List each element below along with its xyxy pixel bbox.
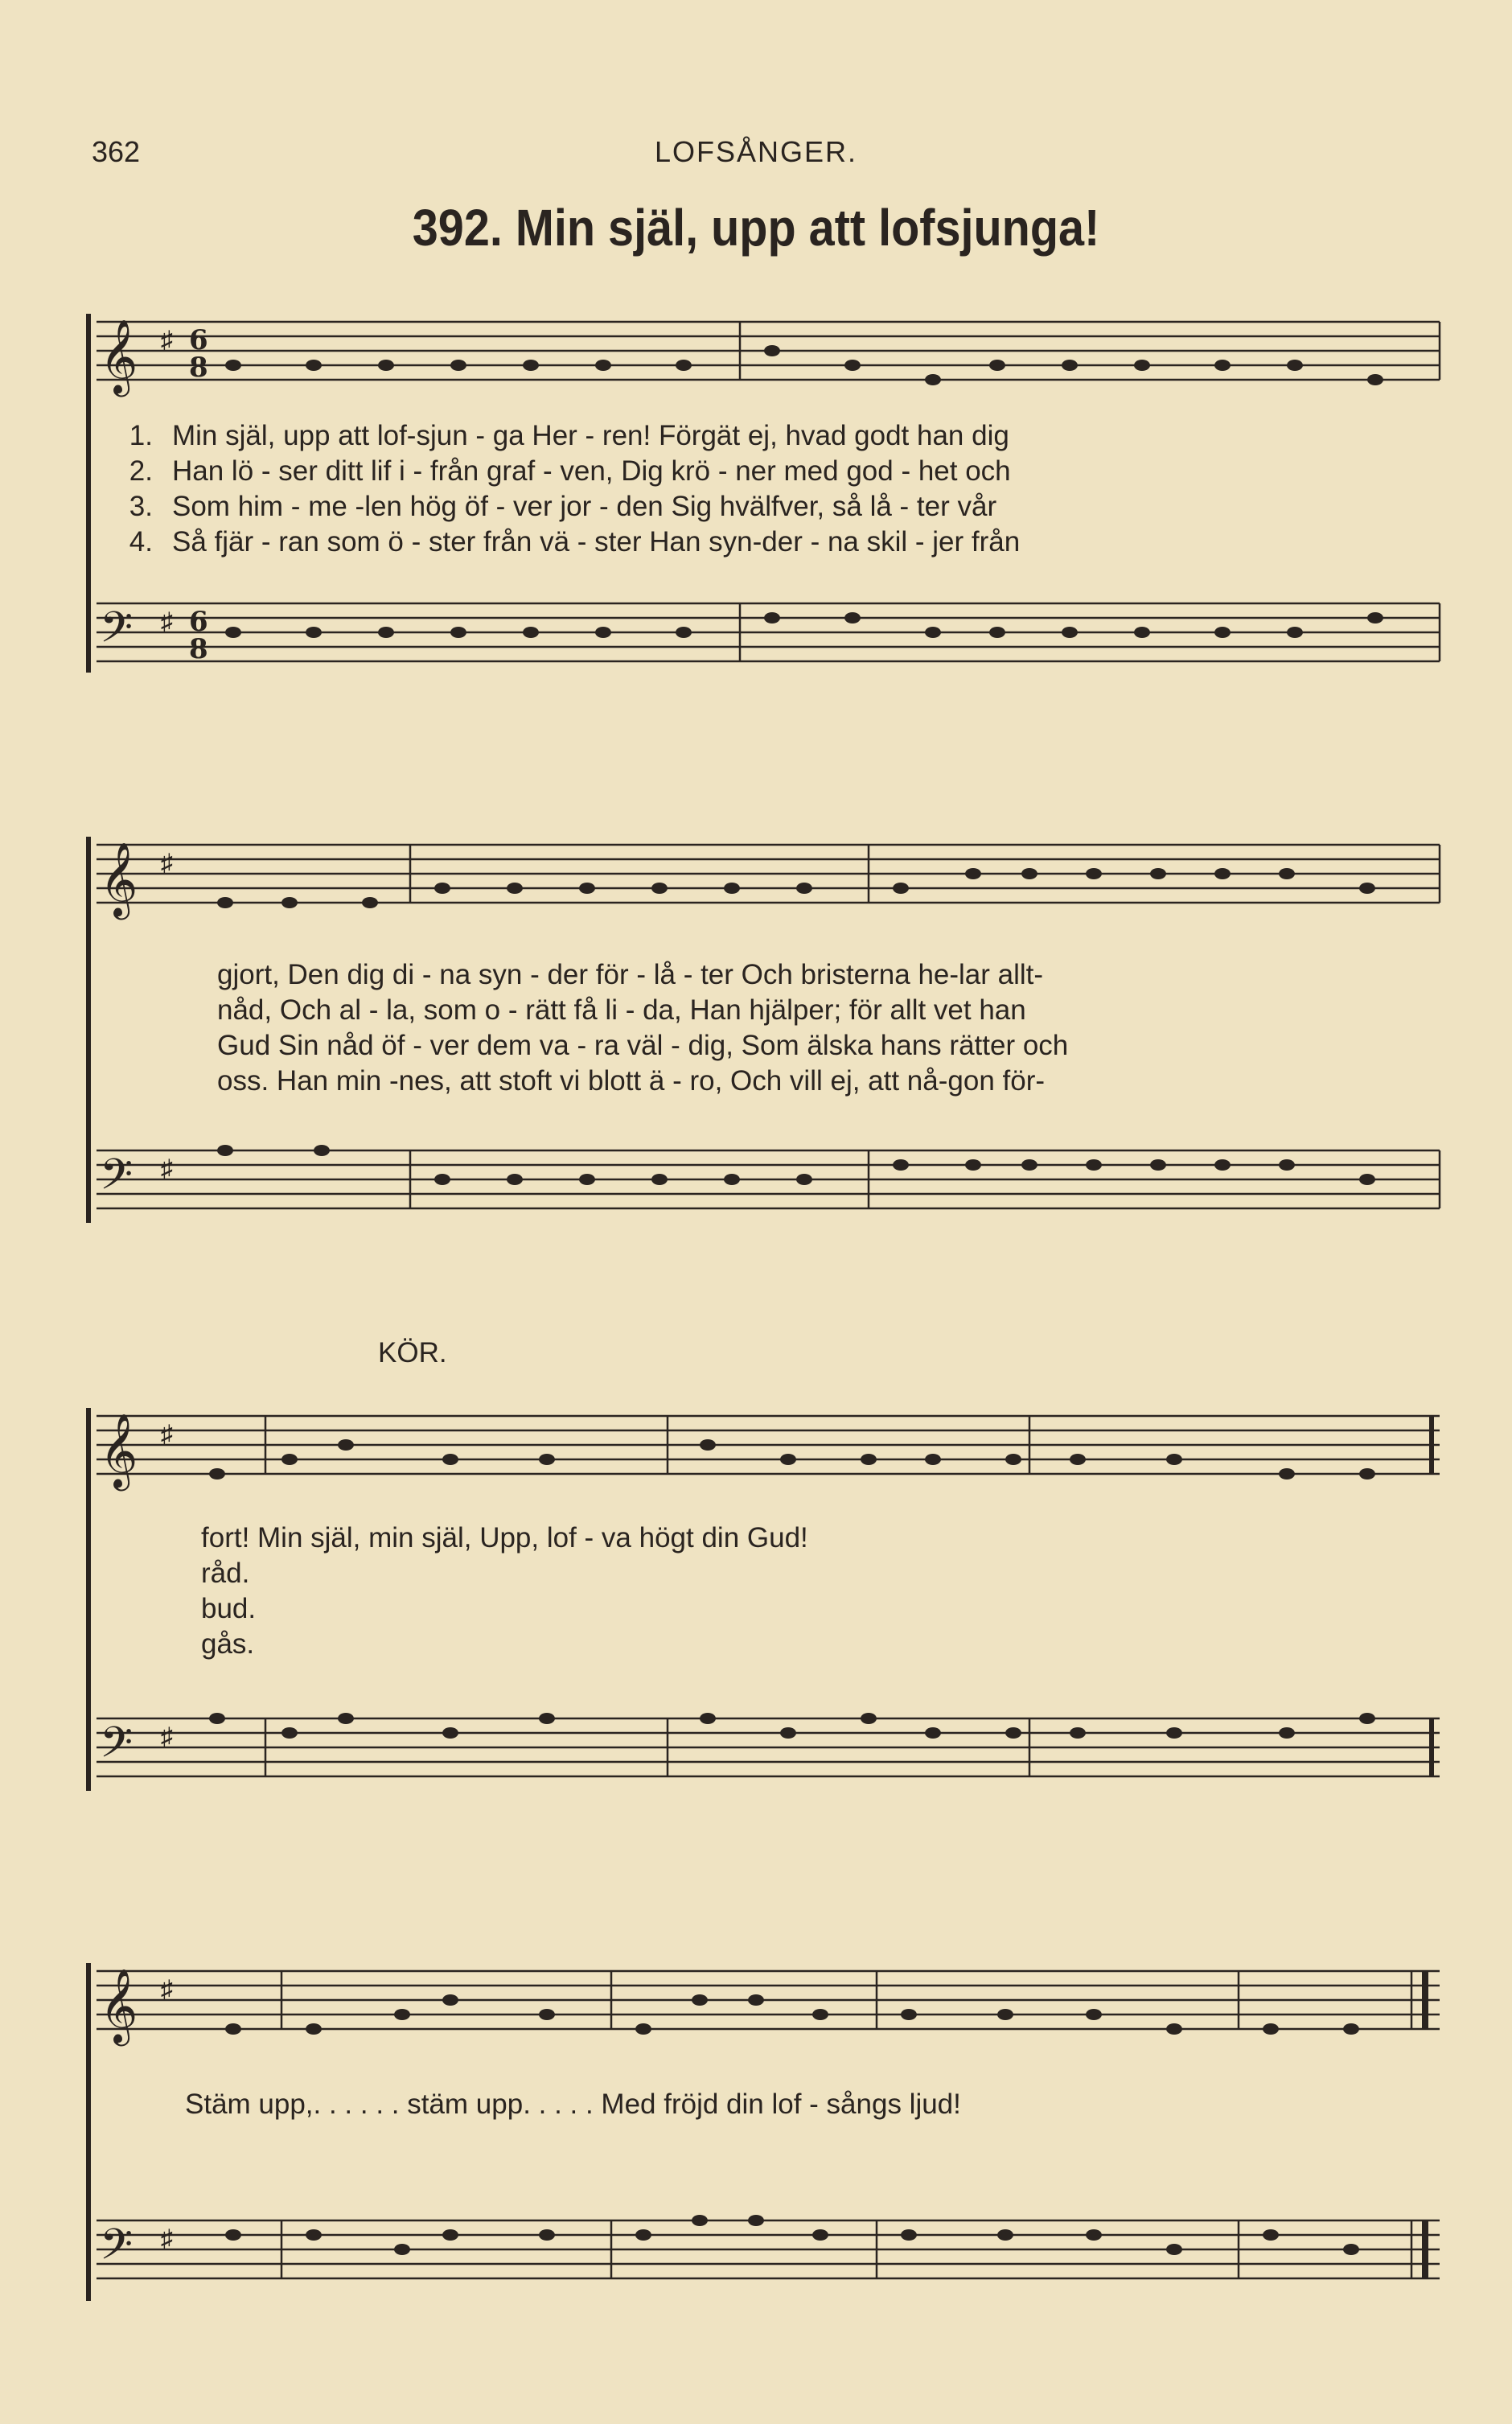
verse-line: Stäm upp,. . . . . . stäm upp. . . . . Med fröjd din lof - sångs ljud! — [185, 2089, 961, 2120]
treble-clef-icon: 𝄞 — [100, 1968, 138, 2043]
time-signature-6: 6 — [189, 324, 208, 356]
verse-line: gås. — [201, 1628, 255, 1660]
staff-pair-4 — [80, 1939, 1448, 2341]
bass-clef-icon: 𝄢 — [100, 2220, 134, 2280]
verse-line: 2. Han lö - ser ditt lif i - från graf - ven, Dig krö - ner med god - het och — [129, 455, 1011, 487]
verse-line: råd. — [201, 1558, 250, 1589]
svg-text:♯: ♯ — [161, 327, 173, 353]
svg-text:♯: ♯ — [161, 1155, 173, 1182]
verse-line: oss. Han min -nes, att stoft vi blott ä - ro, Och vill ej, att nå-gon för- — [217, 1065, 1046, 1097]
running-head: LOFSÅNGER. — [654, 135, 858, 168]
treble-clef-icon: 𝄞 — [100, 842, 138, 916]
lyrics-system-4 — [185, 2087, 1512, 2122]
svg-text:♯: ♯ — [161, 850, 173, 876]
hymn-title: 392. Min själ, upp att lofsjunga! — [412, 199, 1100, 257]
bass-clef-icon: 𝄢 — [100, 1718, 134, 1778]
svg-text:♯: ♯ — [161, 2225, 173, 2252]
svg-text:6: 6 — [189, 606, 208, 638]
verse-line: 3. Som him - me -len hög öf - ver jor - den Sig hvälfver, så lå - ter vår — [129, 491, 997, 522]
verse-line: Gud Sin nåd öf - ver dem va - ra väl - dig, Som älska hans rätter och — [217, 1030, 1069, 1061]
svg-text:♯: ♯ — [161, 608, 173, 635]
verse-line: fort! Min själ, min själ, Upp, lof - va högt din Gud! — [201, 1522, 808, 1554]
chorus-label: KÖR. — [378, 1337, 447, 1368]
bass-clef-icon: 𝄢 — [100, 1150, 134, 1210]
verse-line: nåd, Och al - la, som o - rätt få li - da, Han hjälper; för allt vet han — [217, 994, 1026, 1026]
lyrics-system-2 — [217, 957, 1512, 1099]
svg-text:♯: ♯ — [161, 1421, 173, 1447]
svg-text:8: 8 — [189, 633, 208, 665]
treble-clef-icon: 𝄞 — [100, 1413, 138, 1488]
verse-line: 1. Min själ, upp att lof-sjun - ga Her - ren! Förgät ej, hvad godt han dig — [129, 420, 1009, 451]
verse-line: gjort, Den dig di - na syn - der för - lå - ter Och bristerna he-lar allt- — [217, 959, 1044, 990]
verse-line: bud. — [201, 1593, 257, 1624]
treble-clef-icon: 𝄞 — [100, 319, 138, 393]
lyrics-system-1 — [80, 418, 1448, 560]
svg-text:♯: ♯ — [161, 1976, 173, 2002]
page-number: 362 — [92, 135, 141, 168]
time-signature-8: 8 — [189, 352, 208, 384]
bass-staff — [97, 603, 1440, 661]
verse-line: 4. Så fjär - ran som ö - ster från vä - ster Han syn-der - na skil - jer från — [129, 526, 1021, 558]
bass-clef-icon: 𝄢 — [100, 603, 134, 663]
lyrics-system-3 — [201, 1521, 1512, 1662]
svg-text:♯: ♯ — [161, 1723, 173, 1750]
